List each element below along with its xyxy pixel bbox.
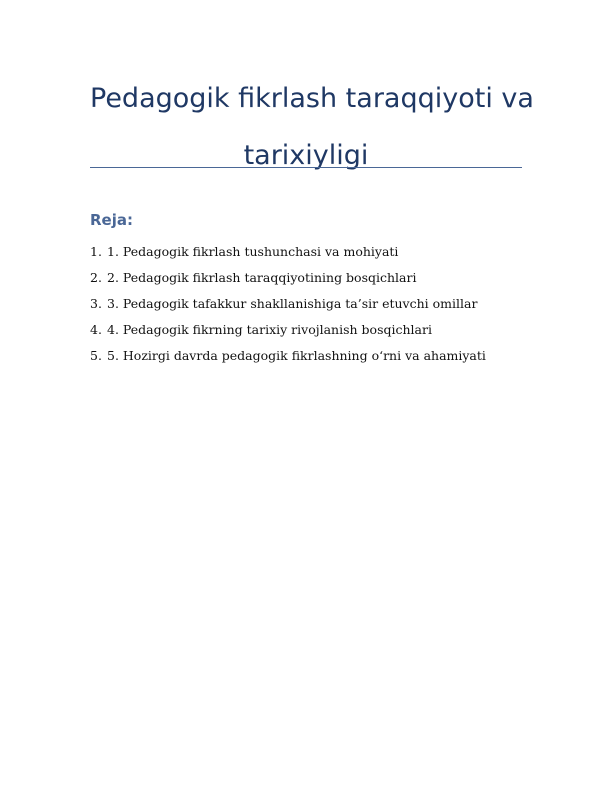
plan-item-2 (90, 269, 486, 295)
plan-item-5 (90, 347, 486, 373)
document-title-line-2: tarixiyligi (243, 140, 369, 171)
document-title-line-1: Pedagogik fikrlash taraqqiyoti va (90, 83, 534, 114)
plan-item-number: 4. (90, 322, 102, 337)
plan-item-text: 5. Hozirgi davrda pedagogik fikrlashning o‘rni va ahamiyati (107, 348, 486, 363)
plan-item-text: 2. Pedagogik fikrlash taraqqiyotining bosqichlari (107, 270, 417, 285)
plan-item-number: 3. (90, 296, 102, 311)
plan-item-number: 1. (90, 244, 102, 259)
plan-item-number: 5. (90, 348, 102, 363)
plan-item-4 (90, 321, 486, 347)
plan-item-text: 4. Pedagogik fikrning tarixiy rivojlanish bosqichlari (107, 322, 432, 337)
plan-item-number: 2. (90, 270, 102, 285)
title-divider (90, 167, 522, 168)
plan-heading: Reja: (90, 211, 133, 229)
plan-item-text: 3. Pedagogik tafakkur shakllanishiga ta’sir etuvchi omillar (107, 296, 478, 311)
plan-item-1 (90, 243, 486, 269)
plan-item-3 (90, 295, 486, 321)
plan-list (90, 243, 486, 373)
plan-item-text: 1. Pedagogik fikrlash tushunchasi va mohiyati (107, 244, 399, 259)
